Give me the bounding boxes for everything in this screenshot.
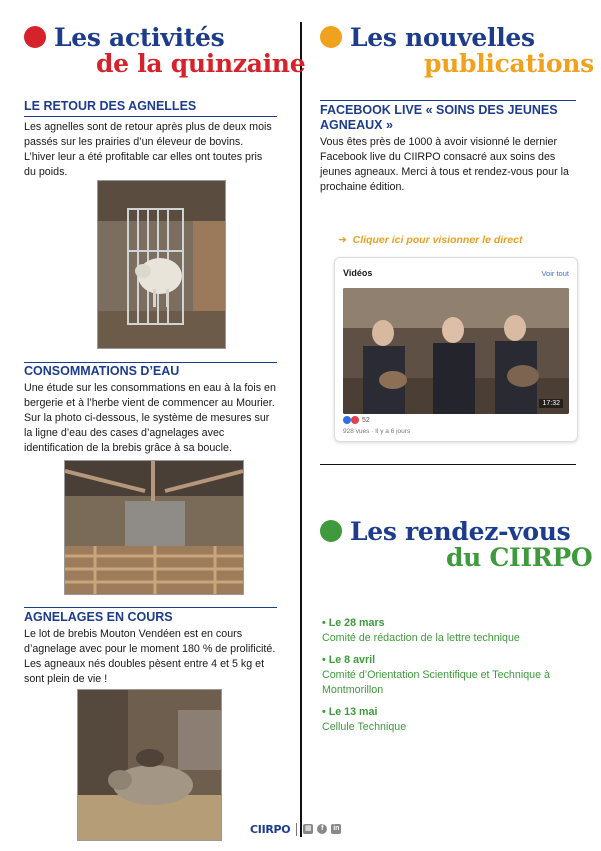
publications-title-line1: Les nouvelles [350,23,535,52]
event-item [322,616,576,646]
activities-header [24,22,306,84]
event-item [322,653,576,698]
event-date: • Le 13 mai [322,706,378,718]
publications-title-line2: publications [424,49,594,78]
sheep-gate-photo [97,180,226,349]
section-title: LE RETOUR DES AGNELLES [24,99,197,113]
reactions-row [343,416,370,424]
section-rule-top [24,607,277,608]
events-header [320,516,593,578]
event-desc: Comité de rédaction de la lettre technique [322,632,520,644]
facebook-icon[interactable]: f [317,824,327,834]
orange-dot-icon [320,26,342,48]
section-agnelages [24,607,277,687]
activities-column [24,22,306,84]
right-divider [320,464,576,465]
events-title-line1: Les rendez-vous [350,517,571,546]
facebook-video-card[interactable] [334,257,578,442]
reaction-count: 52 [362,416,370,424]
activities-title-line2: de la quinzaine [96,49,306,78]
publications-header [320,22,594,84]
event-date: • Le 28 mars [322,617,385,629]
video-thumbnail[interactable] [343,288,569,414]
publications-column [320,22,594,84]
section-title: AGNELAGES EN COURS [24,610,173,624]
section-facebook-live [320,100,576,195]
section-rule [24,116,277,117]
ciirpo-logo: CIIRPO [250,822,291,836]
ewe-lamb-photo [77,689,222,841]
event-date: • Le 8 avril [322,654,376,666]
videos-heading: Vidéos [343,268,373,278]
like-icon [343,416,351,424]
arrow-right-icon: ➜ [338,234,347,246]
event-desc: Cellule Technique [322,721,407,733]
event-desc: Comité d’Orientation Scientifique et Technique à Montmorillon [322,669,550,696]
see-all-link[interactable]: Voir tout [541,269,569,278]
section-title: FACEBOOK LIVE « SOINS DES JEUNES AGNEAUX » [320,103,558,132]
watch-live-label: Cliquer ici pour visionner le direct [352,234,523,246]
website-icon[interactable]: ▦ [305,825,312,832]
footer [250,821,341,837]
love-icon [351,416,359,424]
red-dot-icon [24,26,46,48]
water-pens-photo [64,460,244,595]
linkedin-icon[interactable]: in [333,825,340,832]
activities-title-line1: Les activités [54,23,225,52]
section-rule-top [24,362,277,363]
events-title-line2: du CIIRPO [446,543,593,572]
section-agnelles [24,99,277,180]
green-dot-icon [320,520,342,542]
events-list [322,616,576,735]
section-text: Le lot de brebis Mouton Vendéen est en cours d’agnelage avec pour le moment 180 % de prolificité. Les agneaux nés doubles pèsent entre 4 et 5 kg et sont plein de vie ! [24,628,276,685]
footer-separator [296,823,297,836]
video-meta: 928 vues · Il y a 6 jours [343,428,411,435]
video-duration: 17:32 [539,399,563,408]
section-eau [24,362,277,456]
watch-live-link[interactable] [338,234,522,246]
event-item [322,705,576,735]
section-rule-top [320,100,576,101]
section-text: Les agnelles sont de retour après plus de deux mois passés sur les prairies d’un éleveur de bovins. L’hiver leur a été profitable car elles ont toutes pris du poids. [24,121,272,178]
section-text: Une étude sur les consommations en eau à la fois en bergerie et à l’herbe vient de commencer au Mourier. Sur la photo ci-dessous, le système de mesures sur la ligne d’eau des cases d’agnelages avec identification de la brebis grâce à sa boucle. [24,382,276,454]
section-title: CONSOMMATIONS D’EAU [24,364,180,378]
column-divider [300,22,302,837]
section-text: Vous êtes près de 1000 à avoir visionné le dernier Facebook live du CIIRPO consacré aux soins des jeunes agneaux. Merci à tous et rendez-vous pour la prochaine édition. [320,136,569,193]
